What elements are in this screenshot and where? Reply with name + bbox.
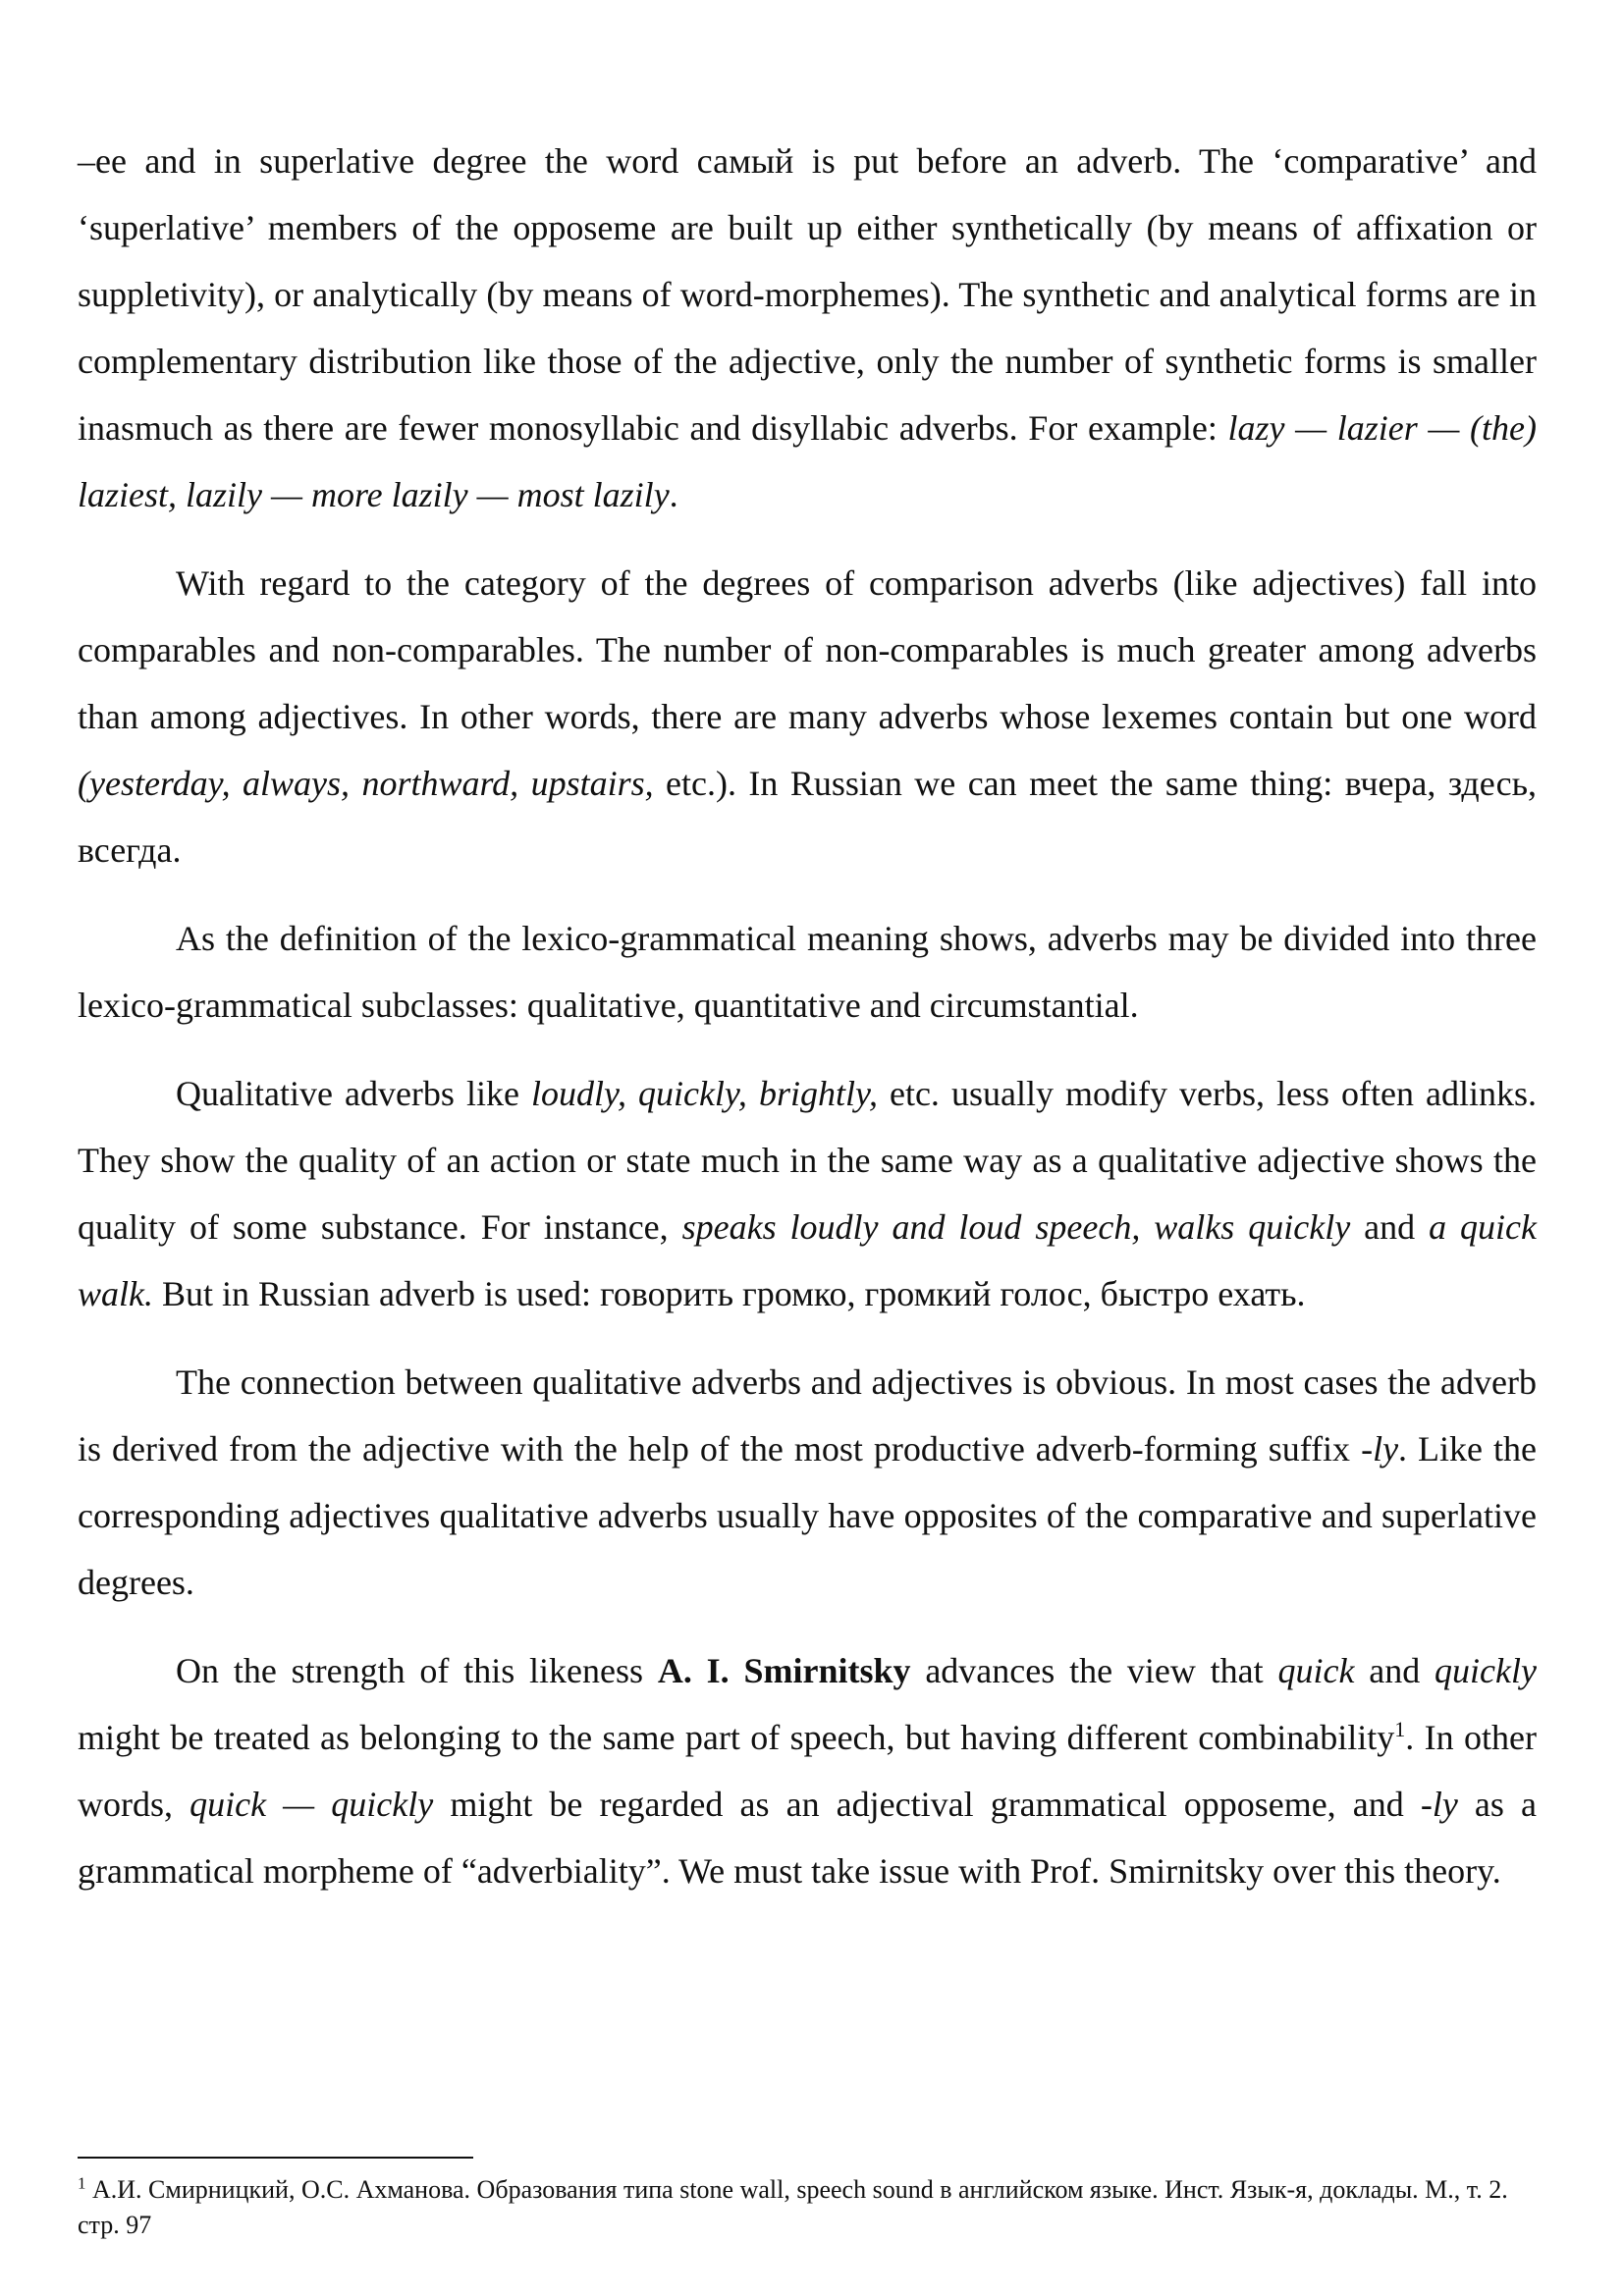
text-run: might be treated as belonging to the same part of speech, but having different combinability bbox=[78, 1718, 1395, 1757]
paragraph-4 bbox=[78, 1060, 1537, 1327]
example-italic: lazy — lazier — (the) laziest, lazily — more lazily — most lazily bbox=[78, 408, 1537, 514]
page-body bbox=[78, 128, 1537, 1926]
example-italic: (yesterday, always, northward, upstairs, bbox=[78, 764, 654, 803]
text-run: . Like the corresponding adjectives qualitative adverbs usually have opposites of the comparative and superlative degrees. bbox=[78, 1429, 1538, 1602]
paragraph-6 bbox=[78, 1637, 1537, 1904]
text-run: etc. usually modify verbs, less often adlinks. They show the quality of an action or state much in the same way as a qualitative adjective shows the quality of some substance. For instance, bbox=[78, 1074, 1537, 1247]
author-name-bold: A. I. Smirnitsky bbox=[657, 1651, 911, 1690]
text-run: But in Russian adverb is used: говорить громко, громкий голос, быстро ехать. bbox=[153, 1274, 1306, 1313]
text-run: and bbox=[1354, 1651, 1435, 1690]
text-run: . In other words, bbox=[78, 1718, 1537, 1824]
example-italic: -ly bbox=[1361, 1429, 1399, 1468]
text-run: and bbox=[1350, 1207, 1430, 1247]
text-run: . bbox=[669, 475, 678, 514]
example-italic: quickly bbox=[1435, 1651, 1537, 1690]
footnote-separator bbox=[78, 2157, 473, 2159]
text-run: etc.). In Russian we can meet the same thing: вчера, здесь, всегда. bbox=[78, 764, 1537, 870]
example-italic: a quick walk. bbox=[78, 1207, 1537, 1313]
paragraph-5 bbox=[78, 1349, 1537, 1616]
text-run: –ee and in superlative degree the word самый is put before an adverb. The ‘comparative’ and ‘superlative’ members of the opposeme are built up either synthetically (by means of affixation or suppletivity), or analytically (by means of word-morphemes). The synthetic and analytical forms are in complementary distribution like those of the adjective, only the number of synthetic forms is smaller inasmuch as there are fewer monosyllabic and disyllabic adverbs. For example: bbox=[78, 141, 1537, 448]
text-run: As the definition of the lexico-grammatical meaning shows, adverbs may be divided into three lexico-grammatical subclasses: qualitative, quantitative and circumstantial. bbox=[78, 919, 1537, 1025]
example-italic: -ly bbox=[1420, 1785, 1458, 1824]
example-italic: speaks loudly and loud speech, walks quickly bbox=[681, 1207, 1351, 1247]
paragraph-3 bbox=[78, 905, 1537, 1039]
footnote-marker: 1 bbox=[78, 2173, 86, 2193]
text-run: advances the view that bbox=[910, 1651, 1278, 1690]
example-italic: quick bbox=[1277, 1651, 1355, 1690]
paragraph-1 bbox=[78, 128, 1537, 528]
text-run: Qualitative adverbs like bbox=[176, 1074, 531, 1113]
paragraph-2 bbox=[78, 550, 1537, 883]
text-run: as a grammatical morpheme of “adverbiality”. We must take issue with Prof. Smirnitsky over this theory. bbox=[78, 1785, 1537, 1891]
example-italic: loudly, quickly, brightly, bbox=[530, 1074, 878, 1113]
footnote-reference[interactable]: 1 bbox=[1394, 1717, 1406, 1741]
example-italic: quick — quickly bbox=[189, 1785, 434, 1824]
text-run: might be regarded as an adjectival grammatical opposeme, and bbox=[433, 1785, 1421, 1824]
footnote-text: А.И. Смирницкий, О.С. Ахманова. Образования типа stone wall, speech sound в английском языке. Инст. Язык-я, доклады. М., т. 2. стр. 97 bbox=[78, 2175, 1508, 2239]
text-run: The connection between qualitative adverbs and adjectives is obvious. In most cases the adverb is derived from the adjective with the help of the most productive adverb-forming suffix bbox=[78, 1362, 1537, 1468]
text-run: On the strength of this likeness bbox=[176, 1651, 658, 1690]
footnote bbox=[78, 2172, 1537, 2243]
text-run: With regard to the category of the degrees of comparison adverbs (like adjectives) fall into comparables and non-comparables. The number of non-comparables is much greater among adverbs than among adjectives. In other words, there are many adverbs whose lexemes contain but one word bbox=[78, 563, 1537, 736]
